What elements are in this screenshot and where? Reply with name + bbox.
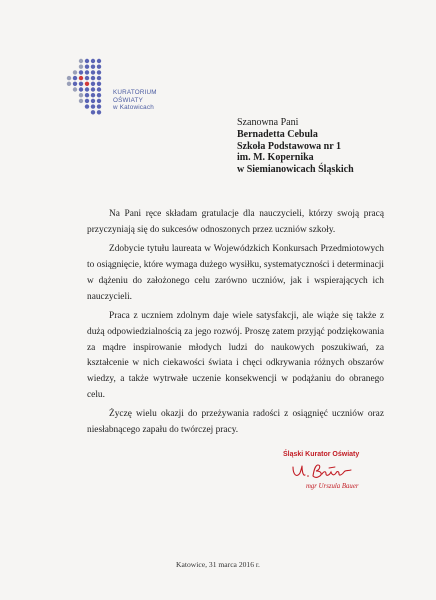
- logo-dot: [97, 104, 101, 108]
- logo-dot: [91, 93, 95, 97]
- logo-dot: [97, 110, 101, 114]
- logo-dot: [97, 87, 101, 91]
- logo-dot: [91, 65, 95, 69]
- logo-dot: [85, 99, 89, 103]
- logo-dot: [85, 104, 89, 108]
- logo-dot: [79, 76, 83, 80]
- logo-line-3: w Katowicach: [113, 104, 154, 111]
- logo-dot: [73, 70, 77, 74]
- logo-dot: [97, 70, 101, 74]
- logo-text: [113, 89, 157, 112]
- addressee-city: w Siemianowicach Śląskich: [237, 164, 354, 176]
- letter-body: [87, 207, 384, 443]
- logo-dot: [97, 93, 101, 97]
- paragraph-3: Praca z uczniem zdolnym daje wiele satysfakcji, ale wiąże się także z dużą odpowiedzialnością za jego rozwój. Proszę zatem przyjąć podziękowania za mądre inspirowanie młodych ludzi do naukowych poszukiwań, za kształcenie w nich ciekawości świata i chęci odkrywania różnych obszarów wiedzy, a także wytrwałe uczenie konsekwencji w podążaniu do obranego celu.: [87, 311, 384, 400]
- logo-dot: [91, 87, 95, 91]
- addressee-school: Szkoła Podstawowa nr 1: [237, 140, 341, 152]
- logo-dot: [79, 70, 83, 74]
- logo-dot: [79, 59, 83, 63]
- addressee-patron: im. M. Kopernika: [237, 152, 314, 164]
- logo-dot: [85, 59, 89, 63]
- logo-dot: [91, 82, 95, 86]
- logo-line-2: OŚWIATY: [113, 96, 143, 104]
- logo-dot: [67, 82, 71, 86]
- paragraph-4: Życzę wielu okazji do przeżywania radości z osiągnięć uczniów oraz niesłabnącego zapału do twórczej pracy.: [87, 409, 384, 436]
- logo-dot: [67, 76, 71, 80]
- salutation: Szanowna Pani: [237, 117, 299, 128]
- logo-dot: [85, 76, 89, 80]
- logo-dot: [91, 70, 95, 74]
- logo-dot: [73, 76, 77, 80]
- logo-dot: [79, 65, 83, 69]
- logo-dot: [91, 59, 95, 63]
- logo-dot: [85, 93, 89, 97]
- logo-dot: [73, 87, 77, 91]
- logo-dot: [79, 93, 83, 97]
- signer-name: mgr Urszula Bauer: [306, 483, 359, 490]
- logo-dot: [91, 110, 95, 114]
- signer-title: Śląski Kurator Oświaty: [283, 451, 360, 458]
- logo-dot: [97, 65, 101, 69]
- logo-dot: [91, 104, 95, 108]
- logo-line-1: KURATORIUM: [113, 89, 157, 96]
- handwritten-signature: [289, 461, 355, 483]
- paragraph-1: Na Pani ręce składam gratulacje dla nauczycieli, którzy swoją pracą przyczyniają się do sukcesów odnoszonych przez uczniów szkoły.: [87, 209, 384, 235]
- letter-date: Katowice, 31 marca 2016 r.: [176, 560, 260, 569]
- logo-dot: [73, 82, 77, 86]
- logo-dot: [85, 65, 89, 69]
- kuratorium-logo-icon: [66, 58, 106, 118]
- logo-dot: [85, 82, 89, 86]
- logo-dot: [97, 82, 101, 86]
- logo-dot: [97, 99, 101, 103]
- logo-dot: [79, 87, 83, 91]
- logo-dot: [91, 76, 95, 80]
- logo-dot: [79, 99, 83, 103]
- logo-dot: [79, 82, 83, 86]
- logo-dot: [97, 76, 101, 80]
- addressee-name: Bernadetta Cebula: [237, 128, 318, 140]
- logo-dot: [97, 59, 101, 63]
- paragraph-2: Zdobycie tytułu laureata w Wojewódzkich Konkursach Przedmiotowych to osiągnięcie, które wymaga dużego wysiłku, systematyczności i determinacji w dążeniu do założonego celu zarówno uczniów, jak i wspierających ich nauczycieli.: [87, 244, 384, 302]
- logo-dot: [85, 70, 89, 74]
- logo-dot: [85, 87, 89, 91]
- addressee-block: [237, 117, 354, 176]
- logo-dot: [91, 99, 95, 103]
